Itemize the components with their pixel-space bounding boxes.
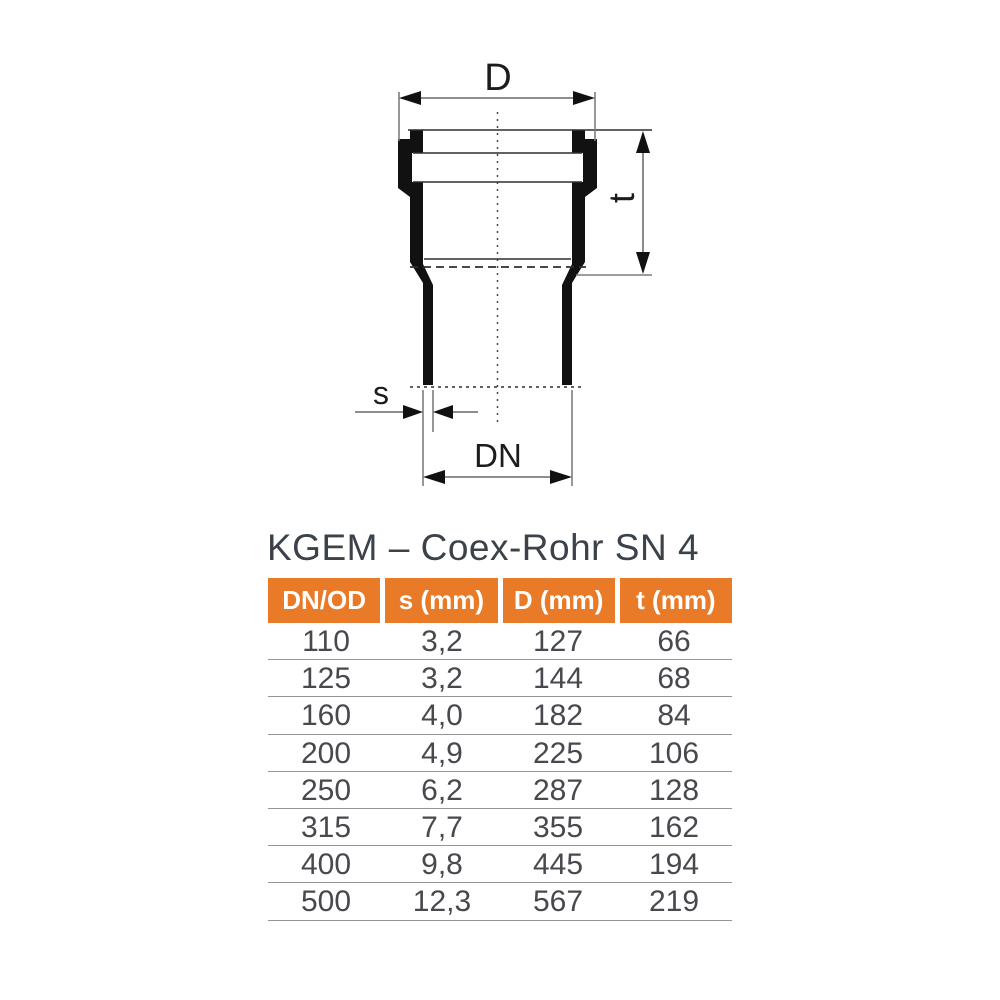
header-cell-t: t (mm) [620,578,732,623]
table-row [268,623,732,660]
table-cell: 144 [532,662,584,696]
header-cell-d: D (mm) [503,578,615,623]
product-title: KGEM – Coex-Rohr SN 4 [267,527,700,568]
table-cell: 128 [648,773,700,807]
table-row [268,883,732,920]
table-row [268,809,732,846]
dimension-d-label: D [484,57,512,99]
table-row [268,660,732,697]
table-cell: 400 [300,848,352,882]
table-cell: 6,2 [421,773,463,807]
table-cell: 7,7 [421,811,463,845]
table-cell: 4,0 [421,699,463,733]
table-header-row [268,578,732,623]
table-cell: 3,2 [421,625,463,659]
table-row [268,697,732,734]
table-cell: 162 [648,811,700,845]
dimension-t-label: t [601,192,642,204]
table-cell: 225 [532,736,584,770]
table-cell: 182 [532,699,584,733]
table-row [268,772,732,809]
table-cell: 127 [532,625,584,659]
table-cell: 125 [300,662,352,696]
table-cell: 9,8 [421,848,463,882]
dimension-dn [423,390,572,486]
table-cell: 200 [300,736,352,770]
table-cell: 567 [532,885,584,919]
table-cell: 287 [532,773,584,807]
table-cell: 355 [532,811,584,845]
table-cell: 68 [657,662,691,696]
table-body [268,623,732,921]
pipe-outline-lines [408,130,652,387]
table-row [268,846,732,883]
header-cell-s: s (mm) [385,578,497,623]
table-cell: 3,2 [421,662,463,696]
table-cell: 4,9 [421,736,463,770]
dimension-table [268,578,732,921]
dimension-s-label: s [373,375,389,411]
table-cell: 84 [657,699,691,733]
table-cell: 106 [648,736,700,770]
table-cell: 66 [657,625,691,659]
table-cell: 160 [300,699,352,733]
table-cell: 500 [300,885,352,919]
table-cell: 445 [532,848,584,882]
table-cell: 194 [648,848,700,882]
table-row [268,735,732,772]
dimension-d [399,57,595,141]
table-cell: 12,3 [412,885,472,919]
table-cell: 315 [300,811,352,845]
table-cell: 110 [302,625,350,659]
dimension-s [355,375,478,486]
header-cell-dn-od: DN/OD [268,578,380,623]
table-cell: 250 [300,773,352,807]
dimension-dn-label: DN [474,437,522,474]
table-cell: 219 [648,885,700,919]
